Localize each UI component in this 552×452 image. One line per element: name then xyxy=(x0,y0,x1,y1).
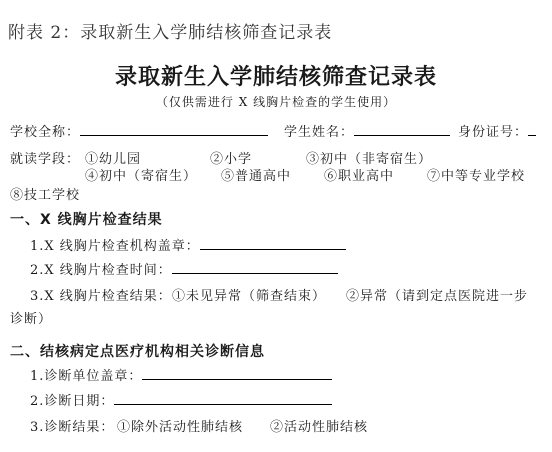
name-field[interactable] xyxy=(284,121,450,140)
name-label: 学生姓名： xyxy=(284,125,355,140)
xray-result-label: 3.X 线胸片检查结果： xyxy=(30,289,172,304)
stage-option[interactable]: ④初中（寄宿生） xyxy=(85,169,198,184)
diagnosis-date-label: 2.诊断日期： xyxy=(30,394,115,409)
xray-time-field[interactable] xyxy=(30,259,338,278)
stage-option[interactable]: ②小学 xyxy=(210,152,253,167)
attachment-label: 附表 2：录取新生入学肺结核筛查记录表 xyxy=(8,23,333,43)
xray-result-option[interactable]: ②异常（请到定点医院进一步 xyxy=(346,289,529,304)
form-subtitle: （仅供需进行 X 线胸片检查的学生使用） xyxy=(155,95,397,109)
stage-option[interactable]: ⑦中等专业学校 xyxy=(427,169,526,184)
diagnosis-date-field[interactable] xyxy=(30,390,332,409)
section2-heading: 二、结核病定点医疗机构相关诊断信息 xyxy=(10,344,265,360)
id-field[interactable] xyxy=(458,121,536,140)
section1-heading: 一、X 线胸片检查结果 xyxy=(10,212,163,228)
id-input-line[interactable] xyxy=(528,121,536,136)
stage-label: 就读学段： xyxy=(10,152,81,167)
diagnosis-result-option[interactable]: ①除外活动性肺结核 xyxy=(117,420,244,435)
school-field[interactable] xyxy=(10,121,268,140)
school-input-line[interactable] xyxy=(80,121,268,136)
id-label: 身份证号： xyxy=(458,125,529,140)
stage-option[interactable]: ⑤普通高中 xyxy=(221,169,292,184)
diagnosis-result-label: 3.诊断结果： xyxy=(30,420,115,435)
diagnosis-result-option[interactable]: ②活动性肺结核 xyxy=(270,420,369,435)
xray-stamp-line[interactable] xyxy=(200,235,346,250)
xray-stamp-label: 1.X 线胸片检查机构盖章： xyxy=(30,239,200,254)
diagnosis-date-line[interactable] xyxy=(114,390,332,405)
diagnosis-unit-line[interactable] xyxy=(142,365,332,380)
diagnosis-unit-label: 1.诊断单位盖章： xyxy=(30,369,143,384)
xray-result-option-cont: 诊断） xyxy=(10,312,53,327)
form-title: 录取新生入学肺结核筛查记录表 xyxy=(114,65,437,90)
stage-option[interactable]: ③初中（非寄宿生） xyxy=(306,152,433,167)
xray-time-line[interactable] xyxy=(172,259,338,274)
xray-time-label: 2.X 线胸片检查时间： xyxy=(30,263,172,278)
stage-option[interactable]: ①幼儿园 xyxy=(85,152,142,167)
xray-result-option[interactable]: ①未见异常（筛查结束） xyxy=(172,289,327,304)
name-input-line[interactable] xyxy=(354,121,450,136)
stage-option[interactable]: ⑧技工学校 xyxy=(10,188,81,203)
school-label: 学校全称： xyxy=(10,125,81,140)
diagnosis-unit-field[interactable] xyxy=(30,365,332,384)
xray-stamp-field[interactable] xyxy=(30,235,346,254)
stage-option[interactable]: ⑥职业高中 xyxy=(324,169,395,184)
